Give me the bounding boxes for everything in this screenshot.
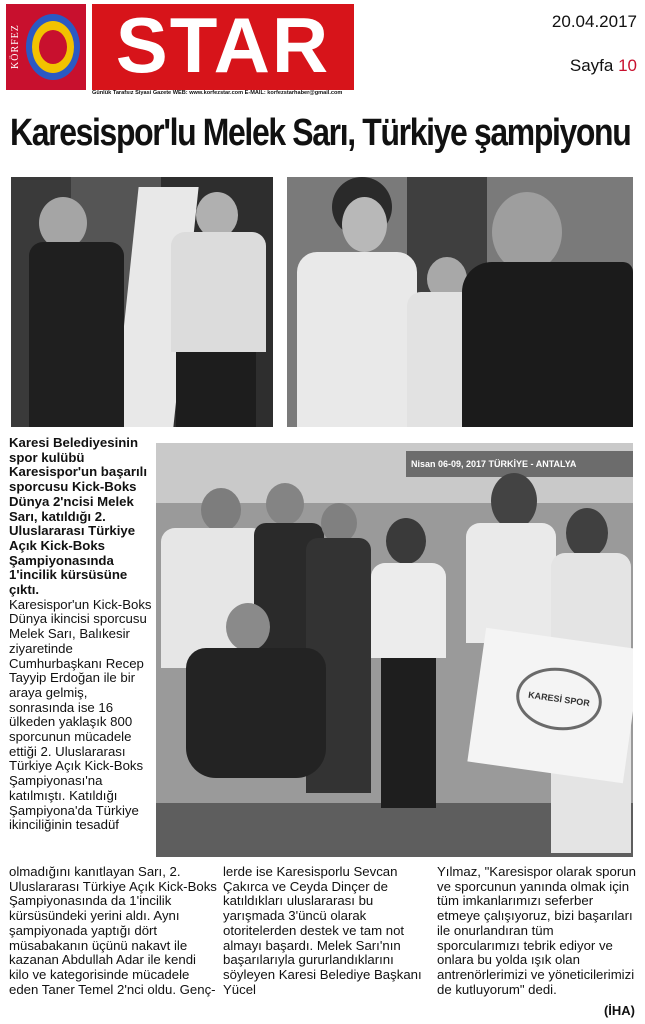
star-logo (92, 1, 354, 90)
issue-date: 20.04.2017 (551, 12, 637, 31)
page-indicator (570, 56, 637, 76)
article-body-2: lerde ise Karesisporlu Sevcan Çakırca ve Ceyda Dinçer de katıldıkları uluslararası bu yarışmada 3'üncü olarak otoritelerden destek ve tam not almayı başardı. Melek Sarı'nın başarılarıyla gururlandıklarını söyleyen Karesi Belediye Başkanı Yücel (223, 864, 422, 997)
photo-athlete-with-president (287, 177, 633, 427)
page-number: 10 (618, 56, 637, 75)
photo-banner-text: Nisan 06-09, 2017 TÜRKİYE - ANTALYA (411, 459, 577, 469)
article-body-1b: olmadığını kanıtlayan Sarı, 2. Uluslararası Türkiye Açık Kick-Boks Şampiyonasında da 1'incilik kürsüsündeki yerini aldı. Aynı şampiyonada yaptığı dört müsabakanın üçünü nakavt ile kazanan Abdullah Adar ile kendi kilo ve kategorisinde mücadele eden Taner Temel 2'nci oldu. Genç- (9, 864, 217, 997)
korfez-logo (6, 4, 86, 90)
star-logo-text: STAR (115, 1, 331, 89)
photo-team-with-flag (156, 443, 633, 857)
article-headline: Karesispor'lu Melek Sarı, Türkiye şampiyonu (10, 112, 631, 154)
page-label: Sayfa (569, 56, 614, 75)
article-column-3 (437, 865, 637, 997)
news-agency-credit: (İHA) (603, 1003, 635, 1018)
masthead-tagline: Günlük Tarafsız Siyasi Gazete WEB: www.korfezstar.com E-MAIL: korfezstarhaber@gmail.com (92, 90, 343, 96)
article-body-3: Yılmaz, "Karesispor olarak sporun ve sporcunun yanında olmak için tüm imkanlarımızı seferber etmeye çalışıyoruz, bizi başarıları ile onurlandıran tüm sporcularımızı tebrik ediyor ve onlara bu yolda ışık olan antrenörlerimizi ve yöneticilerimizi de kutluyorum" dedi. (437, 864, 636, 997)
article-lead: Karesi Belediyesinin spor kulübü Karesispor'un başarılı sporcusu Kick-Boks Dünya 2'ncisi Melek Sarı, katıldığı 2. Uluslararası Türkiye Açık Kick-Boks Şampiyonasında 1'incilik kürsüsüne çıktı. (9, 435, 147, 598)
korfez-logo-text: KÖRFEZ (10, 24, 21, 70)
team-flag-logo: KARESİ SPOR (512, 662, 606, 735)
article-body-1: Karesispor'un Kick-Boks Dünya ikincisi sporcusu Melek Sarı, Balıkesir ziyaretinde Cumhurbaşkanı Recep Tayyip Erdoğan ile bir araya gelmiş, sonrasında ise 16 ülkeden yaklaşık 800 sporcunun mücadele ettiği 2. Uluslararası Türkiye Açık Kick-Boks Şampiyonası'na katılmıştı. Katıldığı Şampiyona'da Türkiye ikinciliğinin tesadüf (9, 596, 152, 833)
article-column-1 (9, 436, 152, 833)
article-column-2 (223, 865, 430, 997)
photo-mayor-with-athlete (11, 177, 273, 427)
article-column-1-continued (9, 865, 219, 997)
